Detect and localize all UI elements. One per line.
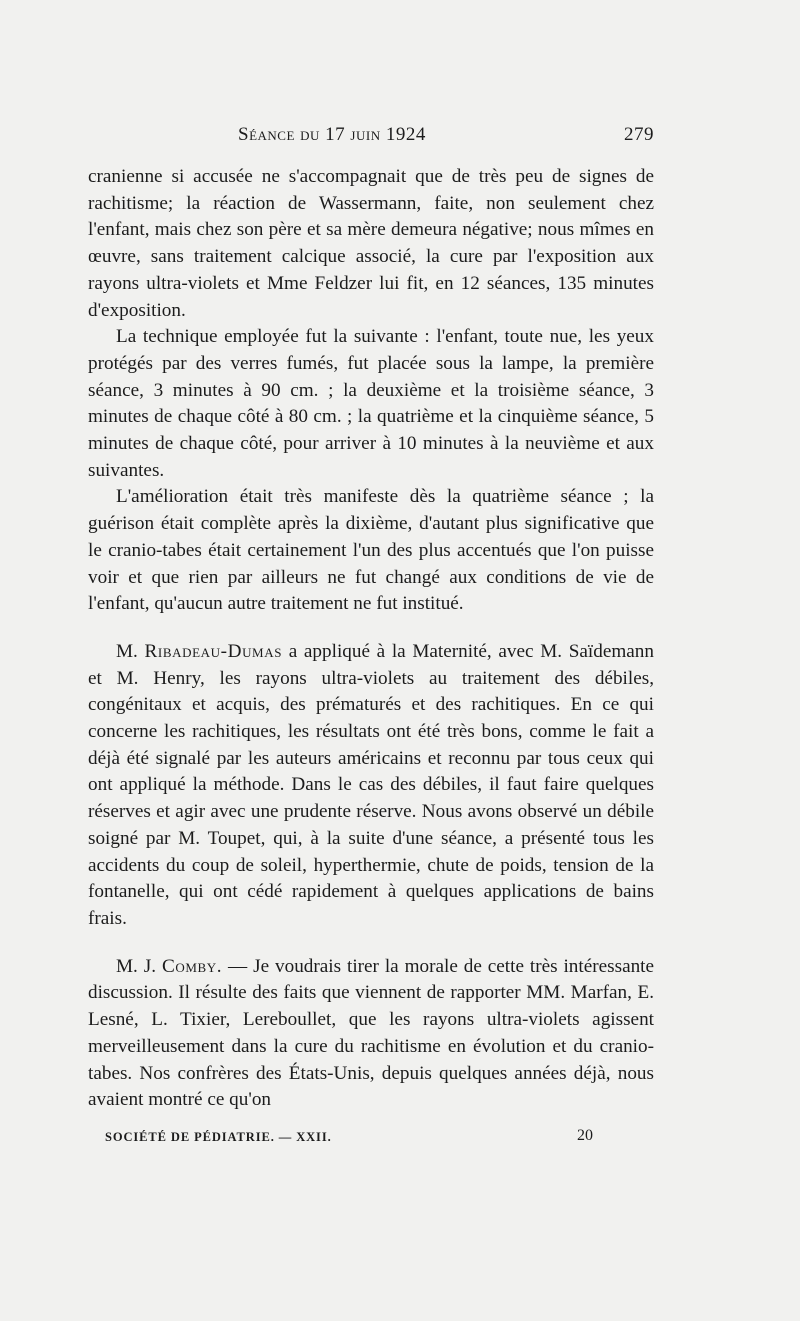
ribadeau-intervention	[88, 639, 654, 933]
speaker-prefix: M. J.	[116, 955, 157, 977]
intervention-text: a appliqué à la Maternité, avec M. Saïdemann et M. Henry, les rayons ultra-violets au traitement des débiles, congénitaux et acquis, des prématurés et des rachitiques. En ce qui concerne les rachitiques, les résultats ont été très bons, comme le fait a déjà été signalé par les auteurs américains et reconnu par tous ceux qui ont appliqué la méthode. Dans le cas des débiles, il faut faire quelques réserves et agir avec une prudente réserve. Nous avons observé un débile soigné par M. Toupet, qui, à la suite d'une séance, a présenté tous les accidents du coup de soleil, hyperthermie, chute de poids, tension de la fontanelle, qui ont cédé rapidement à quelques applications de bains frais.	[88, 640, 654, 929]
body-text	[88, 164, 654, 1114]
running-title: Séance du 17 juin 1924	[238, 124, 426, 145]
intervention-text: — Je voudrais tirer la morale de cette très intéressante discussion. Il résulte des faits que viennent de rapporter MM. Marfan, E. Lesné, L. Tixier, Lereboullet, que les rayons ultra-violets agissent merveilleusement dans la cure du rachitisme en évolution et du cranio-tabes. Nos confrères des États-Unis, depuis quelques années déjà, nous avaient montré ce qu'on	[88, 955, 655, 1111]
running-header	[88, 124, 654, 160]
paragraph: La technique employée fut la suivante : l'enfant, toute nue, les yeux protégés par des verres fumés, fut placée sous la lampe, la première séance, 3 minutes à 90 cm. ; la deuxième et la troisième séance, 3 minutes de chaque côté à 80 cm. ; la quatrième et la cinquième séance, 5 minutes de chaque côté, pour arriver à 10 minutes à la neuvième et aux suivantes.	[88, 326, 654, 481]
paragraph: L'amélioration était très manifeste dès la quatrième séance ; la guérison était complète après la dixième, d'autant plus significative que le cranio-tabes était certainement l'un des plus accentués que l'on puisse voir et que rien par ailleurs ne fut changé aux conditions de vie de l'enfant, qu'aucun autre traitement ne fut institué.	[88, 486, 654, 615]
speaker-prefix: M.	[116, 640, 138, 662]
comby-intervention	[88, 954, 654, 1114]
society-line: SOCIÉTÉ DE PÉDIATRIE. — XXII.	[105, 1130, 332, 1144]
footer	[105, 1127, 593, 1156]
signature-mark: 20	[577, 1127, 593, 1144]
speaker-name: Comby.	[161, 955, 223, 977]
page-number: 279	[624, 124, 654, 145]
speaker-name: Ribadeau-Dumas	[144, 640, 283, 662]
paragraph: cranienne si accusée ne s'accompagnait que de très peu de signes de rachitisme; la réaction de Wassermann, faite, non seulement chez l'enfant, mais chez son père et sa mère demeura négative; nous mîmes en œuvre, sans traitement calcique associé, la cure par l'exposition aux rayons ultra-violets et Mme Feldzer lui fit, en 12 séances, 135 minutes d'exposition.	[88, 166, 654, 321]
